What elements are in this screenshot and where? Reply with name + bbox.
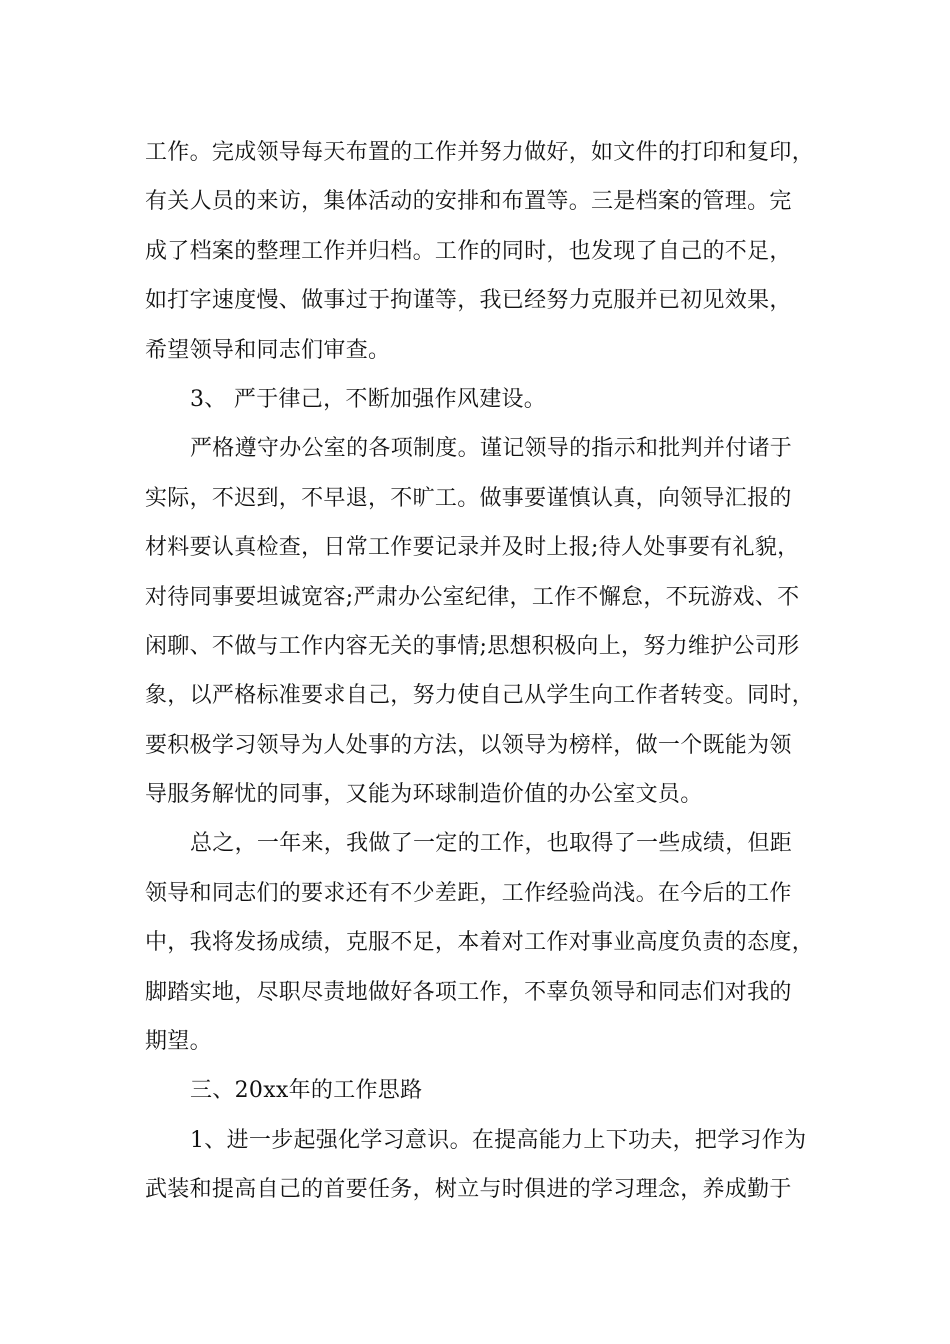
text-line: 工作。完成领导每天布置的工作并努力做好，如文件的打印和复印， — [145, 140, 815, 165]
text-line: 象，以严格标准要求自己，努力使自己从学生向工作者转变。同时， — [145, 683, 815, 709]
text-line: 中，我将发扬成绩，克服不足，本着对工作对事业高度负责的态度， — [145, 930, 815, 956]
text-line: 要积极学习领导为人处事的方法，以领导为榜样，做一个既能为领 — [145, 732, 792, 758]
text-line: 导服务解忧的同事，又能为环球制造价值的办公室文员。 — [145, 782, 703, 808]
document-body — [145, 128, 825, 1215]
text-line: 武装和提高自己的首要任务，树立与时俱进的学习理念，养成勤于 — [145, 1177, 792, 1203]
text-line: 希望领导和同志们审查。 — [145, 337, 391, 363]
text-line: 总之，一年来，我做了一定的工作，也取得了一些成绩，但距 — [190, 831, 793, 857]
text-line: 材料要认真检查，日常工作要记录并及时上报;待人处事要有礼貌， — [145, 535, 800, 561]
text-line: 严格遵守办公室的各项制度。谨记领导的指示和批判并付诸于 — [190, 436, 793, 462]
section-heading-work-plan: 三、20xx年的工作思路 — [190, 1078, 423, 1104]
section-heading-3: 3、 严于律己，不断加强作风建设。 — [190, 386, 547, 412]
text-line: 领导和同志们的要求还有不少差距，工作经验尚浅。在今后的工作 — [145, 880, 792, 906]
text-line: 实际，不迟到，不早退，不旷工。做事要谨慎认真，向领导汇报的 — [145, 485, 792, 511]
text-line: 脚踏实地，尽职尽责地做好各项工作，不辜负领导和同志们对我的 — [145, 979, 792, 1005]
text-line: 1、进一步起强化学习意识。在提高能力上下功夫，把学习作为 — [190, 1127, 807, 1153]
text-line: 闲聊、不做与工作内容无关的事情;思想积极向上，努力维护公司形 — [145, 633, 800, 659]
text-line: 有关人员的来访，集体活动的安排和布置等。三是档案的管理。完 — [145, 189, 792, 215]
text-line: 如打字速度慢、做事过于拘谨等，我已经努力克服并已初见效果， — [145, 288, 792, 314]
text-line: 对待同事要坦诚宽容;严肃办公室纪律，工作不懈怠，不玩游戏、不 — [145, 584, 800, 610]
text-line: 期望。 — [145, 1029, 212, 1055]
text-line: 成了档案的整理工作并归档。工作的同时，也发现了自己的不足， — [145, 238, 792, 264]
